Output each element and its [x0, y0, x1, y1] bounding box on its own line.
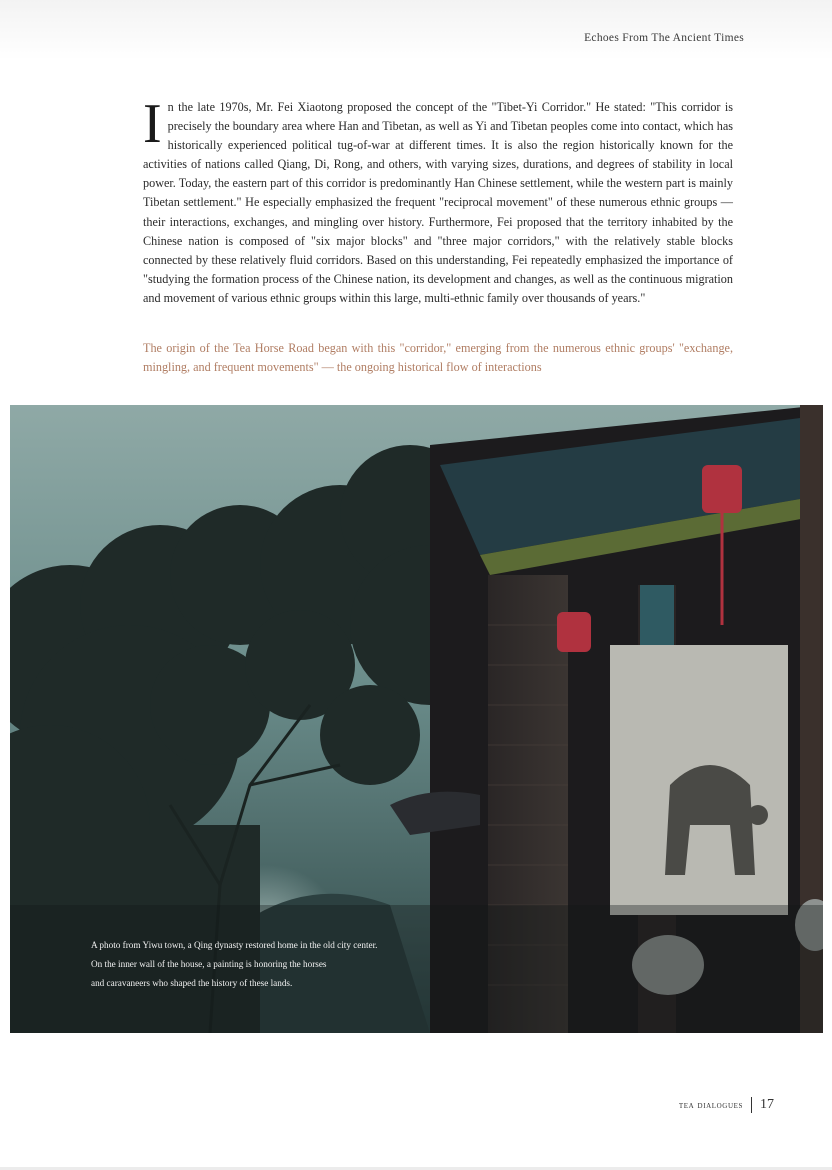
article-body	[143, 93, 733, 308]
article-paragraph: n the late 1970s, Mr. Fei Xiaotong proposed the concept of the "Tibet-Yi Corridor." He stated: "This corridor is precisely the boundary area where Han and Tibetan, as well as Yi and Tibetan peoples come into contact, which has historically experienced political tug-of-war at different times. It is also the region historically known for the activities of nations called Qiang, Di, Rong, and others, with varying sizes, durations, and degrees of stability in local power. Today, the eastern part of this corridor is predominantly Han Chinese settlement, while the western part is mainly Tibetan settlement." He especially emphasized the frequent "reciprocal movement" of these numerous ethnic groups — their interactions, exchanges, and mingling over history. Furthermore, Fei proposed that the territory inhabited by the Chinese nation is composed of "six major blocks" and "three major corridors," with the relatively stable blocks connected by these relatively fluid corridors. Based on this understanding, Fei repeatedly emphasized the importance of "studying the formation process of the Chinese nation, its development and changes, as well as the continuous migration and movement of various ethnic groups within this large, multi-ethnic family over thousands of years."	[143, 100, 733, 305]
drop-cap: I	[143, 93, 162, 155]
pull-quote: The origin of the Tea Horse Road began with this "corridor," emerging from the numerous ethnic groups' "exchange, mingling, and frequent movements" — the ongoing historical flow of interactions	[143, 341, 733, 375]
caption-line: On the inner wall of the house, a painting is honoring the horses	[91, 959, 327, 969]
caption-line: and caravaneers who shaped the history of these lands.	[91, 978, 293, 988]
publication-name: tea dialogues	[678, 1099, 743, 1111]
yiwu-house-photo	[10, 405, 823, 1033]
page-top-shade	[0, 0, 832, 60]
photo-caption	[91, 936, 511, 993]
page-number: 17	[760, 1097, 774, 1112]
running-header: Echoes From The Ancient Times	[584, 32, 744, 44]
caption-line: A photo from Yiwu town, a Qing dynasty restored home in the old city center.	[91, 940, 378, 950]
footer-divider	[751, 1097, 752, 1113]
page-footer	[679, 1097, 774, 1113]
